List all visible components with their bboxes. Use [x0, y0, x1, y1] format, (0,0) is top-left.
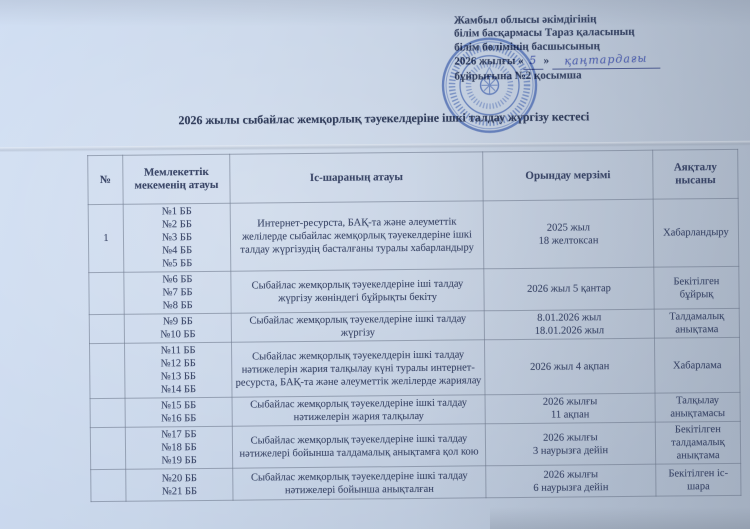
activity-cell: Сыбайлас жемқорлық тәуекелдеріне ішкі талдау нәтижелері бойынша талдамалық анықтамға қол кою — [232, 424, 485, 468]
activity-cell: Сыбайлас жемқорлық тәуекелдерін ішкі талдау нәтижелерін жария талқылау күні туралы интернет-ресурста, БАҚ-та және әлеуметтік желілерде жариялау — [231, 340, 485, 397]
schedule-table — [87, 149, 741, 502]
org-cell: №17 ББ №18 ББ №19 ББ — [125, 426, 232, 469]
deadline-cell: 2026 жылғы 6 наурызға дейін — [486, 464, 656, 498]
row-number-cell — [90, 398, 125, 427]
result-cell: Бекітілген іс-шара — [656, 463, 741, 496]
result-cell: Бекітілген бұйрық — [654, 266, 739, 309]
table-row — [90, 421, 740, 469]
row-number-cell — [89, 272, 124, 314]
approval-note-line: бұйрығына №2 қосымша — [454, 68, 582, 83]
page-title: 2026 жылы сыбайлас жемқорлық тәуекелдеріне ішкі талдау жүргізу кестесі — [178, 109, 590, 128]
table-row — [88, 198, 739, 272]
deadline-cell: 2026 жылғы 11 ақпан — [485, 393, 655, 424]
activity-cell: Сыбайлас жемқорлық тәуекелдеріне ішкі талдау жүргізу — [231, 311, 484, 342]
table-row — [91, 463, 741, 501]
approval-note — [454, 12, 725, 84]
row-number-cell — [90, 427, 125, 469]
org-cell: №20 ББ №21 ББ — [126, 468, 233, 501]
row-number-cell — [89, 343, 125, 398]
table-row — [89, 337, 739, 398]
close-quote: » — [543, 54, 550, 67]
result-cell: Хабарлама — [654, 337, 740, 393]
result-cell: Хабарландыру — [653, 198, 739, 267]
result-cell: Бекітілген талдамалық анықтама — [655, 421, 740, 464]
open-quote: « — [518, 55, 524, 68]
col-header-result: Аяқталу нысаны — [653, 149, 738, 199]
activity-cell: Сыбайлас жемқорлық тәуекелдеріне іші талдау жүргізу жөніндегі бұйрықты бекіту — [231, 269, 484, 313]
deadline-cell: 2026 жылғы 3 наурызға дейін — [485, 422, 655, 466]
activity-cell: Сыбайлас жемқорлық тәуекелдеріне ішкі талдау нәтижелерін жария талқылау — [232, 395, 485, 426]
org-cell: №1 ББ №2 ББ №3 ББ №4 ББ №5 ББ — [123, 203, 231, 272]
deadline-cell: 2026 жыл 5 қантар — [484, 267, 654, 311]
col-header-number: № — [88, 155, 123, 204]
row-number-cell — [91, 469, 126, 501]
col-header-deadline: Орындау мерзімі — [483, 150, 653, 201]
activity-cell: Интернет-ресурста, БАҚ-та және әлеуметтік желілерде сыбайлас жемқорлық тәуекелдеріне ішкі талдау жүргізудің басталғаны туралы хабарландыру — [230, 201, 484, 271]
deadline-cell: 2025 жыл 18 желтоксан — [483, 199, 654, 269]
activity-cell: Сыбайлас жемқорлық тәуекелдеріне ішкі талдау нәтижелері бойынша анықталған — [233, 466, 486, 500]
approval-note-line: білім басқармасы Тараз қаласының — [453, 26, 635, 40]
org-cell: №6 ББ №7 ББ №8 ББ — [124, 271, 231, 314]
deadline-cell: 2026 жыл 4 ақпан — [484, 338, 655, 395]
col-header-activity: Іс-шараның атауы — [230, 152, 483, 203]
deadline-cell: 8.01.2026 жыл 18.01.2026 жыл — [484, 309, 654, 340]
approval-note-line: білім бөлімінің басшысының — [454, 40, 601, 54]
result-cell: Талқылау анықтамасы — [655, 392, 740, 422]
handwritten-day: 5 — [529, 53, 538, 68]
row-number-cell: 1 — [88, 204, 124, 272]
table-header-row — [88, 149, 738, 204]
table-row — [89, 266, 739, 314]
col-header-organization: Мемлекеттік мекеменің атауы — [123, 154, 230, 204]
org-cell: №15 ББ №16 ББ — [125, 397, 232, 427]
approval-note-line: Жамбыл облысы әкімдігінің — [453, 13, 597, 27]
result-cell: Талдамалық анықтама — [654, 308, 739, 338]
order-date-prefix: 2026 жылғы — [454, 55, 516, 68]
org-cell: №9 ББ №10 ББ — [124, 313, 231, 343]
handwritten-month: қаңтардағы — [564, 51, 648, 68]
org-cell: №11 ББ №12 ББ №13 ББ №14 ББ — [124, 342, 232, 398]
row-number-cell — [89, 314, 124, 343]
